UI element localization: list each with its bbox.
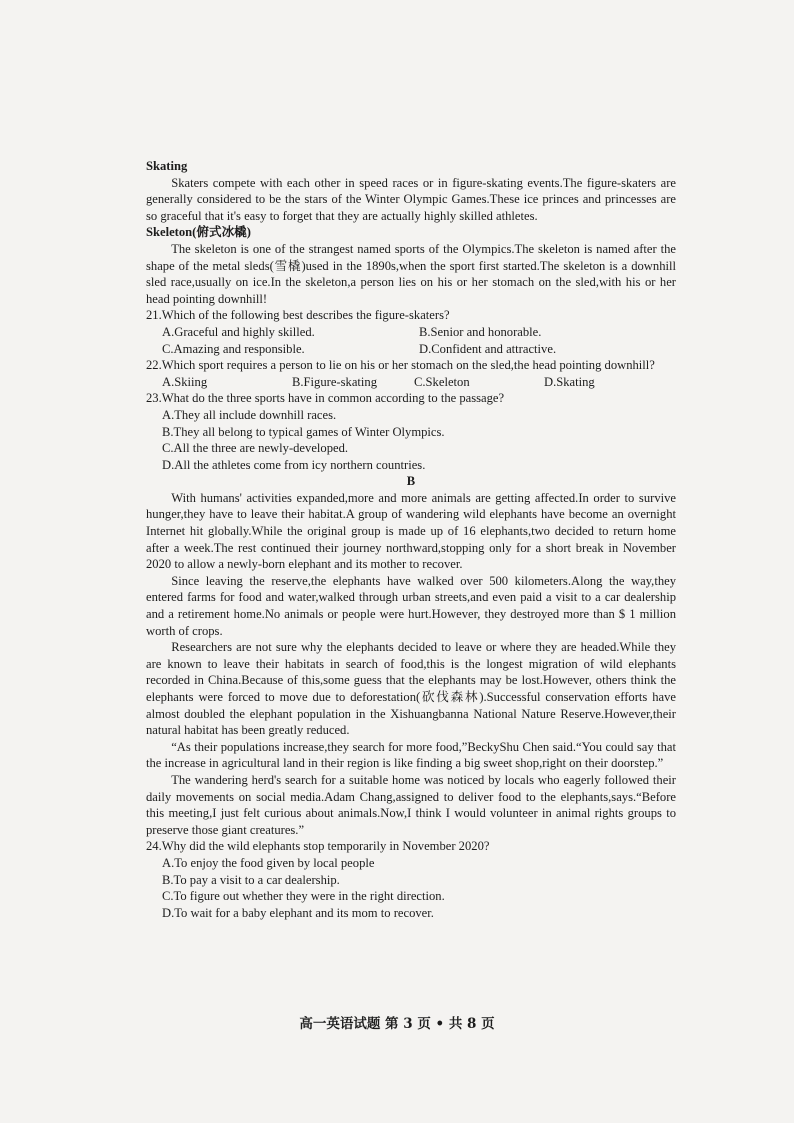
page-footer: 高一英语试题 第 3 页 • 共 8 页 xyxy=(299,1016,495,1032)
question-21-stem: 21.Which of the following best describes the figure-skaters? xyxy=(146,308,450,323)
q21-option-b: B.Senior and honorable. xyxy=(419,324,542,339)
passage-b-paragraph: The wandering herd's search for a suitable home was noticed by locals who eagerly followed their daily movements on social media.Adam Chang,assigned to deliver food to the elephants,says.“Before this meeting,I just felt curious about animals.Now,I think I would volunteer in animal rights groups to preserve those giant creatures.” xyxy=(146,772,676,837)
skating-paragraph: Skaters compete with each other in speed races or in figure-skating events.The figure-skaters are generally considered to be the stars of the Winter Olympic Games.These ice princes and princesses are so graceful that it's easy to forget that they are actually highly skilled athletes. xyxy=(146,175,676,223)
q22-option-d: D.Skating xyxy=(544,374,595,389)
question-22-stem: 22.Which sport requires a person to lie on his or her stomach on the sled,the head pointing downhill? xyxy=(146,358,655,373)
q22-option-a: A.Skiing xyxy=(162,374,208,389)
passage-b-paragraph: Since leaving the reserve,the elephants have walked over 500 kilometers.Along the way,they entered farms for food and water,walked through urban streets,and even paid a visit to a car dealership and a retirement home.No animals or people were hurt.However, they destroyed more than $ 1 million worth of crops. xyxy=(146,573,676,638)
passage-b-paragraph: With humans' activities expanded,more and more animals are getting affected.In order to survive hunger,they have to leave their habitat.A group of wandering wild elephants have become an overnight Internet hit globally.While the original group is made up of 16 elephants,two decided to return home after a week.The rest continued their journey northward,stopping only for a short break in November 2020 to allow a newly-born elephant and its mother to recover. xyxy=(146,490,676,572)
passage-b-paragraph: Researchers are not sure why the elephants decided to leave or where they are headed.While they are known to leave their habitats in search of food,this is the longest migration of wild elephants recorded in China.Because of this,some guess that the elephants may be lost.However, others think the elephants were forced to move due to deforestation(砍伐森林).Successful conservation efforts have almost doubled the elephant population in the Xishuangbanna National Nature Reserve.However,their natural habitat has been greatly reduced. xyxy=(146,640,676,738)
q23-option-a: A.They all include downhill races. xyxy=(162,407,337,422)
q24-option-a: A.To enjoy the food given by local people xyxy=(162,855,375,870)
q24-option-b: B.To pay a visit to a car dealership. xyxy=(162,872,340,887)
q22-option-b: B.Figure-skating xyxy=(292,374,378,389)
skeleton-heading: Skeleton(俯式冰橇) xyxy=(146,225,251,240)
question-23-stem: 23.What do the three sports have in common according to the passage? xyxy=(146,391,505,406)
skeleton-paragraph: The skeleton is one of the strangest named sports of the Olympics.The skeleton is named after the shape of the metal sleds(雪橇)used in the 1890s,when the sport first started.The skeleton is a downhill sled race,usually on ice.In the skeleton,a person lies on his or her stomach on the sled,with his or her head pointing downhill! xyxy=(146,241,676,306)
section-b-label: B xyxy=(406,474,416,489)
q21-option-d: D.Confident and attractive. xyxy=(419,341,557,356)
q22-option-c: C.Skeleton xyxy=(414,374,470,389)
q23-option-d: D.All the athletes come from icy northern countries. xyxy=(162,457,426,472)
passage-b-paragraph: “As their populations increase,they search for more food,”BeckyShu Chen said.“You could say that the increase in agricultural land in their region is like finding a big sweet shop,right on their doorstep.” xyxy=(146,739,676,771)
q23-option-c: C.All the three are newly-developed. xyxy=(162,441,349,456)
skating-heading: Skating xyxy=(146,159,188,173)
question-22-options xyxy=(146,374,676,391)
q23-option-b: B.They all belong to typical games of Winter Olympics. xyxy=(162,424,445,439)
q21-option-a: A.Graceful and highly skilled. xyxy=(162,324,315,339)
q24-option-c: C.To figure out whether they were in the right direction. xyxy=(162,889,445,904)
exam-page xyxy=(146,158,676,921)
question-24-stem: 24.Why did the wild elephants stop temporarily in November 2020? xyxy=(146,839,490,854)
q24-option-d: D.To wait for a baby elephant and its mom to recover. xyxy=(162,905,434,920)
question-21-options xyxy=(146,324,676,357)
q21-option-c: C.Amazing and responsible. xyxy=(162,341,305,356)
